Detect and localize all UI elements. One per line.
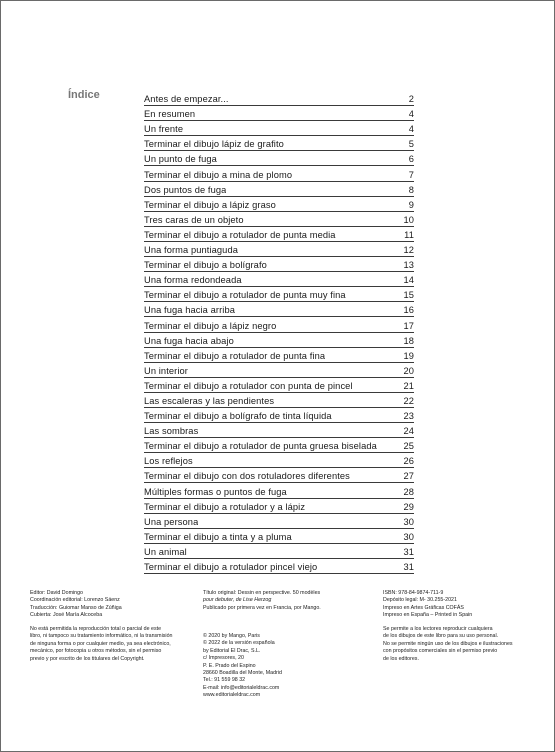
notice-line: libro, ni tampoco su tratamiento informático, ni la transmisión <box>30 633 173 640</box>
toc-entry <box>144 197 414 212</box>
toc-entry <box>144 121 414 136</box>
toc-entry-title: Las sombras <box>144 426 199 437</box>
toc-entry-page: 22 <box>403 395 414 406</box>
toc-entry <box>144 483 414 498</box>
phone-line: Tel.: 91 559 98 32 <box>203 677 246 684</box>
toc-entry-page: 2 <box>408 94 414 105</box>
rights-line: Se permite a los lectores reproducir cualquiera <box>383 626 493 632</box>
website-line: www.editorialeldrac.com <box>203 692 261 699</box>
toc-entry <box>144 212 414 227</box>
toc-entry <box>144 559 414 574</box>
toc-entry <box>144 257 414 272</box>
rights-line: con propósitos comerciales sin el permiso previo <box>383 648 498 655</box>
toc-entry-title: Los reflejos <box>144 456 193 467</box>
copyright-line: © 2020 by Mango, Paris <box>203 633 260 639</box>
copyright-line: © 2022 de la versión española <box>203 640 275 647</box>
printer-line: Impreso en Artes Gráficas COFÁS <box>383 604 464 611</box>
toc-entry-title: Múltiples formas o puntos de fuga <box>144 486 287 497</box>
toc-entry <box>144 499 414 514</box>
rights-line: No se permite ningún uso de los dibujos e ilustraciones <box>383 640 513 647</box>
notice-line: previo y por escrito de los titulares del Copyright. <box>30 655 145 662</box>
credits-block <box>30 590 122 620</box>
toc-entry-title: Terminar el dibujo a rotulador de punta media <box>144 229 336 240</box>
isbn-block <box>383 590 472 620</box>
toc-entry-page: 20 <box>403 365 414 376</box>
toc-entry-page: 19 <box>403 350 414 361</box>
toc-entry <box>144 378 414 393</box>
toc-entry-title: Una forma redondeada <box>144 275 242 286</box>
toc-entry-page: 4 <box>408 124 414 135</box>
toc-entry-title: Terminar el dibujo con dos rotuladores diferentes <box>144 471 350 482</box>
toc-entry <box>144 423 414 438</box>
cover-line: Cubierta: José María Alcoceba <box>30 612 103 619</box>
toc-entry-title: Un frente <box>144 124 184 135</box>
toc-entry-page: 26 <box>403 456 414 467</box>
toc-entry-title: Una fuga hacia arriba <box>144 305 235 316</box>
toc-entry-title: Antes de empezar... <box>144 94 229 105</box>
toc-entry-page: 29 <box>403 501 414 512</box>
toc-entry-title: Terminar el dibujo a bolígrafo <box>144 260 267 271</box>
toc-entry-page: 18 <box>403 335 414 346</box>
toc-entry-page: 17 <box>403 320 414 331</box>
toc-entry-page: 15 <box>403 290 414 301</box>
email-line: E-mail: info@editorialeldrac.com <box>203 684 280 691</box>
toc-entry <box>144 514 414 529</box>
toc-entry <box>144 529 414 544</box>
toc-entry-page: 31 <box>403 546 414 557</box>
printed-in-line: Impreso en España – Printed in Spain <box>383 612 473 619</box>
notice-line: mecánico, por fotocopia u otros métodos, sin el permiso <box>30 648 162 655</box>
toc-entry <box>144 363 414 378</box>
toc-entry <box>144 544 414 559</box>
toc-entry <box>144 151 414 166</box>
toc-entry-title: Un punto de fuga <box>144 154 217 165</box>
toc-entry-title: Terminar el dibujo a rotulador y a lápiz <box>144 501 306 512</box>
deposit-line: Depósito legal: M- 30.255-2021 <box>383 597 457 604</box>
toc-entry-page: 25 <box>403 441 414 452</box>
rights-line: de los dibujos de este libro para su uso personal. <box>383 633 499 640</box>
toc-entry-title: Terminar el dibujo a bolígrafo de tinta líquida <box>144 411 332 422</box>
toc-entry <box>144 272 414 287</box>
toc-entry <box>144 302 414 317</box>
original-title-block <box>203 590 321 612</box>
toc-entry <box>144 166 414 181</box>
toc-entry <box>144 468 414 483</box>
notice-line: de ninguna forma o por cualquier medio, ya sea electrónico, <box>30 640 171 647</box>
toc-entry-page: 12 <box>403 245 414 256</box>
toc-heading: Índice <box>68 89 100 101</box>
toc-entry-page: 9 <box>408 199 414 210</box>
toc-entry-title: Terminar el dibujo a rotulador de punta muy fina <box>144 290 346 301</box>
toc-entry-title: Una forma puntiaguda <box>144 245 238 256</box>
toc-entry-title: Las escaleras y las pendientes <box>144 395 275 406</box>
toc-entry-page: 11 <box>404 229 414 240</box>
reproduction-notice <box>30 626 173 663</box>
address-line: P. E. Prado del Espino <box>203 662 256 669</box>
toc-entry-page: 23 <box>403 411 414 422</box>
isbn-line: ISBN: 978-84-9874-711-9 <box>383 590 444 596</box>
coordination-line: Coordinación editorial: Lorenzo Sáenz <box>30 597 120 604</box>
toc-entry-page: 30 <box>403 516 414 527</box>
toc-entry <box>144 182 414 197</box>
toc-entry-title: Un animal <box>144 546 187 557</box>
toc-entry-page: 24 <box>403 426 414 437</box>
toc-entry <box>144 393 414 408</box>
toc-entry <box>144 333 414 348</box>
toc-entry-title: Una persona <box>144 516 199 527</box>
toc-entry <box>144 348 414 363</box>
toc-entry-page: 6 <box>408 154 414 165</box>
toc-entry-page: 21 <box>403 380 414 391</box>
toc-entry-page: 31 <box>403 562 414 572</box>
toc-entry <box>144 408 414 423</box>
toc-entry-title: En resumen <box>144 109 196 120</box>
toc-entry <box>144 287 414 302</box>
notice-line: No está permitida la reproducción total o parcial de este <box>30 626 162 632</box>
toc-entry-page: 10 <box>403 214 414 225</box>
toc-entry <box>144 317 414 332</box>
toc-entry-title: Dos puntos de fuga <box>144 184 227 195</box>
toc-entry-page: 8 <box>408 184 414 195</box>
original-title-line: pour debuter, de Lise Herzog <box>203 597 272 604</box>
toc-entry-page: 16 <box>403 305 414 316</box>
toc-entry <box>144 91 414 106</box>
toc-entry <box>144 136 414 151</box>
toc-entry <box>144 242 414 257</box>
toc-entry <box>144 453 414 468</box>
toc-entry-title: Terminar el dibujo a rotulador de punta fina <box>144 350 326 361</box>
toc-entry-title: Terminar el dibujo a lápiz graso <box>144 199 276 210</box>
toc-entry-page: 7 <box>408 169 414 180</box>
toc-entry-page: 30 <box>403 531 414 542</box>
original-title-line: Título original: Dessin en perspective. 50 modèles <box>203 590 321 596</box>
toc-entry-page: 14 <box>403 275 414 286</box>
toc-entry <box>144 106 414 121</box>
toc-entry-title: Terminar el dibujo a lápiz negro <box>144 320 277 331</box>
rights-notice <box>383 626 513 663</box>
toc-entry-title: Terminar el dibujo a rotulador con punta de pincel <box>144 380 353 391</box>
edition-block <box>203 633 282 700</box>
toc-entry <box>144 438 414 453</box>
toc-entry-title: Tres caras de un objeto <box>144 214 244 225</box>
table-of-contents <box>144 91 414 574</box>
toc-entry-page: 28 <box>403 486 414 497</box>
toc-entry-title: Una fuga hacia abajo <box>144 335 234 346</box>
toc-entry-page: 27 <box>403 471 414 482</box>
toc-entry <box>144 227 414 242</box>
address-line: 28660 Boadilla del Monte, Madrid <box>203 670 282 677</box>
rights-line: de los editores. <box>383 655 419 662</box>
toc-entry-page: 4 <box>408 109 414 120</box>
toc-entry-page: 13 <box>403 260 414 271</box>
editor-line: Editor: David Domingo <box>30 590 83 596</box>
toc-entry-title: Terminar el dibujo a rotulador pincel viejo <box>144 562 318 572</box>
publication-line: Publicado por primera vez en Francia, por Mango. <box>203 604 321 611</box>
translation-line: Traducción: Guiomar Manso de Zúñiga <box>30 604 122 611</box>
toc-entry-title: Terminar el dibujo a mina de plomo <box>144 169 293 180</box>
address-line: c/ Impresores, 20 <box>203 655 244 662</box>
publisher-line: by Editorial El Drac, S.L. <box>203 647 261 654</box>
toc-entry-title: Un interior <box>144 365 188 376</box>
toc-entry-title: Terminar el dibujo a rotulador de punta gruesa biselada <box>144 441 377 452</box>
toc-entry-title: Terminar el dibujo a tinta y a pluma <box>144 531 292 542</box>
toc-entry-title: Terminar el dibujo lápiz de grafito <box>144 139 284 150</box>
toc-entry-page: 5 <box>408 139 414 150</box>
